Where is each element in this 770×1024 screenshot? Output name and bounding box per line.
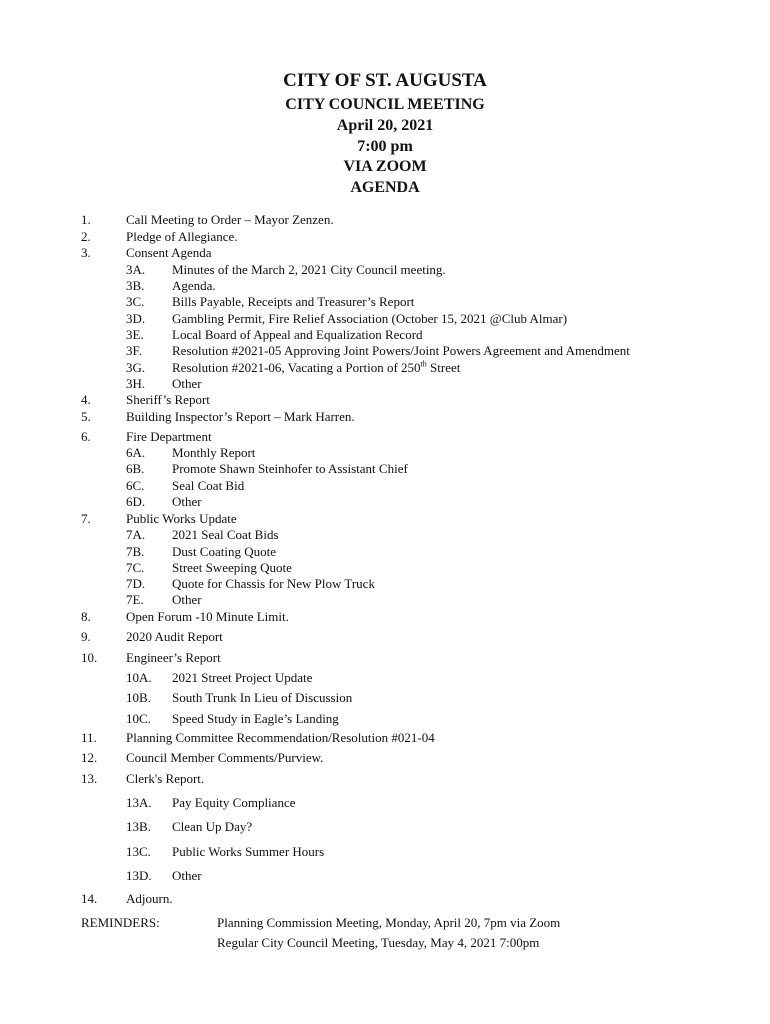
- subitem-number: 3C.: [126, 294, 145, 309]
- subitem-text: Agenda.: [172, 278, 216, 293]
- subitem-number: 7C.: [126, 560, 145, 575]
- item-text: Fire Department: [126, 429, 212, 444]
- subitem-text: Public Works Summer Hours: [172, 844, 325, 859]
- agenda-subitem: [0, 591, 770, 609]
- subitem-number: 3D.: [126, 311, 146, 326]
- item-text: Public Works Update: [126, 511, 237, 526]
- subitem-number: 6A.: [126, 445, 146, 460]
- reminder-text: Regular City Council Meeting, Tuesday, May 4, 2021 7:00pm: [217, 935, 540, 950]
- document-type: AGENDA: [350, 179, 420, 196]
- subitem-number: 3E.: [126, 327, 144, 342]
- ordinal-suffix: th: [420, 359, 427, 369]
- agenda-item: [0, 408, 770, 426]
- item-number: 8.: [81, 609, 91, 624]
- agenda-subitem: [0, 293, 770, 311]
- subitem-text: Bills Payable, Receipts and Treasurer’s Report: [172, 294, 415, 309]
- item-text: Building Inspector’s Report – Mark Harren.: [126, 409, 355, 424]
- item-number: 2.: [81, 229, 91, 244]
- item-text: Council Member Comments/Purview.: [126, 750, 324, 765]
- item-number: 6.: [81, 429, 91, 444]
- item-number: 10.: [81, 650, 98, 665]
- agenda-item: [0, 649, 770, 667]
- subitem-number: 6C.: [126, 478, 145, 493]
- subitem-text: South Trunk In Lieu of Discussion: [172, 690, 353, 705]
- agenda-subitem: [0, 867, 770, 885]
- item-number: 13.: [81, 771, 98, 786]
- subitem-text: Street Sweeping Quote: [172, 560, 292, 575]
- item-number: 4.: [81, 392, 91, 407]
- subitem-text-part: Street: [426, 360, 461, 375]
- subitem-text: Monthly Report: [172, 445, 256, 460]
- agenda-subitem: [0, 689, 770, 707]
- item-text: Engineer’s Report: [126, 650, 221, 665]
- item-number: 3.: [81, 245, 91, 260]
- subitem-number: 3G.: [126, 360, 146, 375]
- subitem-text: Dust Coating Quote: [172, 544, 276, 559]
- subitem-text: Seal Coat Bid: [172, 478, 245, 493]
- subitem-text: Clean Up Day?: [172, 819, 253, 834]
- item-text: Open Forum -10 Minute Limit.: [126, 609, 289, 624]
- reminder-row: [0, 934, 770, 952]
- subitem-number: 3F.: [126, 343, 142, 358]
- subitem-text: Quote for Chassis for New Plow Truck: [172, 576, 375, 591]
- item-text: Call Meeting to Order – Mayor Zenzen.: [126, 212, 334, 227]
- subitem-number: 13D.: [126, 868, 152, 883]
- subitem-number: 7B.: [126, 544, 145, 559]
- subitem-number: 13C.: [126, 844, 151, 859]
- agenda-item: [0, 729, 770, 747]
- subitem-text: Speed Study in Eagle’s Landing: [172, 711, 339, 726]
- reminder-row: [0, 914, 770, 932]
- city-name: CITY OF ST. AUGUSTA: [283, 70, 487, 91]
- agenda-subitem: [0, 460, 770, 478]
- subitem-text: Other: [172, 592, 202, 607]
- agenda-item: [0, 749, 770, 767]
- subitem-text-part: Resolution #2021-06, Vacating a Portion of 250: [172, 360, 421, 375]
- subitem-number: 7A.: [126, 527, 146, 542]
- agenda-subitem: [0, 669, 770, 687]
- item-number: 7.: [81, 511, 91, 526]
- agenda-item: [0, 391, 770, 409]
- subitem-number: 3H.: [126, 376, 146, 391]
- subitem-number: 10A.: [126, 670, 152, 685]
- agenda-item: [0, 244, 770, 262]
- item-text: Planning Committee Recommendation/Resolution #021-04: [126, 730, 435, 745]
- subitem-number: 10B.: [126, 690, 151, 705]
- meeting-title: CITY COUNCIL MEETING: [285, 96, 485, 113]
- agenda-subitem: [0, 526, 770, 544]
- item-number: 5.: [81, 409, 91, 424]
- agenda-subitem: [0, 710, 770, 728]
- subitem-text: Resolution #2021-05 Approving Joint Powers/Joint Powers Agreement and Amendment: [172, 343, 630, 358]
- item-number: 9.: [81, 629, 91, 644]
- subitem-text: Minutes of the March 2, 2021 City Council meeting.: [172, 262, 446, 277]
- subitem-text: Other: [172, 868, 202, 883]
- item-text: Adjourn.: [126, 891, 173, 906]
- item-text: Consent Agenda: [126, 245, 212, 260]
- item-number: 11.: [81, 730, 97, 745]
- meeting-venue: VIA ZOOM: [343, 158, 427, 175]
- subitem-text: Promote Shawn Steinhofer to Assistant Chief: [172, 461, 408, 476]
- subitem-number: 6B.: [126, 461, 145, 476]
- subitem-text: Other: [172, 376, 202, 391]
- agenda-item: [0, 211, 770, 229]
- subitem-text: Local Board of Appeal and Equalization Record: [172, 327, 423, 342]
- meeting-date: April 20, 2021: [336, 117, 434, 134]
- item-number: 1.: [81, 212, 91, 227]
- subitem-number: 13B.: [126, 819, 151, 834]
- item-number: 12.: [81, 750, 98, 765]
- subitem-text: Pay Equity Compliance: [172, 795, 296, 810]
- agenda-subitem: [0, 843, 770, 861]
- agenda-subitem: [0, 794, 770, 812]
- agenda-subitem: [0, 818, 770, 836]
- subitem-number: 6D.: [126, 494, 146, 509]
- agenda-item: [0, 608, 770, 626]
- item-text: Pledge of Allegiance.: [126, 229, 238, 244]
- subitem-text: 2021 Seal Coat Bids: [172, 527, 279, 542]
- agenda-subitem: [0, 493, 770, 511]
- subitem-text: Other: [172, 494, 202, 509]
- item-text: Sheriff’s Report: [126, 392, 210, 407]
- agenda-item: [0, 628, 770, 646]
- subitem-text: 2021 Street Project Update: [172, 670, 313, 685]
- item-text: Clerk's Report.: [126, 771, 205, 786]
- reminder-text: Planning Commission Meeting, Monday, April 20, 7pm via Zoom: [217, 915, 561, 930]
- agenda-subitem: [0, 342, 770, 360]
- reminders-label: REMINDERS:: [81, 915, 160, 930]
- subitem-number: 7E.: [126, 592, 144, 607]
- meeting-time: 7:00 pm: [357, 138, 413, 155]
- subitem-number: 3B.: [126, 278, 145, 293]
- subitem-number: 7D.: [126, 576, 146, 591]
- item-text: 2020 Audit Report: [126, 629, 223, 644]
- subitem-number: 3A.: [126, 262, 146, 277]
- item-number: 14.: [81, 891, 98, 906]
- agenda-item: [0, 770, 770, 788]
- subitem-number: 13A.: [126, 795, 152, 810]
- subitem-text: Gambling Permit, Fire Relief Association (October 15, 2021 @Club Almar): [172, 311, 568, 326]
- subitem-number: 10C.: [126, 711, 151, 726]
- agenda-item: [0, 890, 770, 908]
